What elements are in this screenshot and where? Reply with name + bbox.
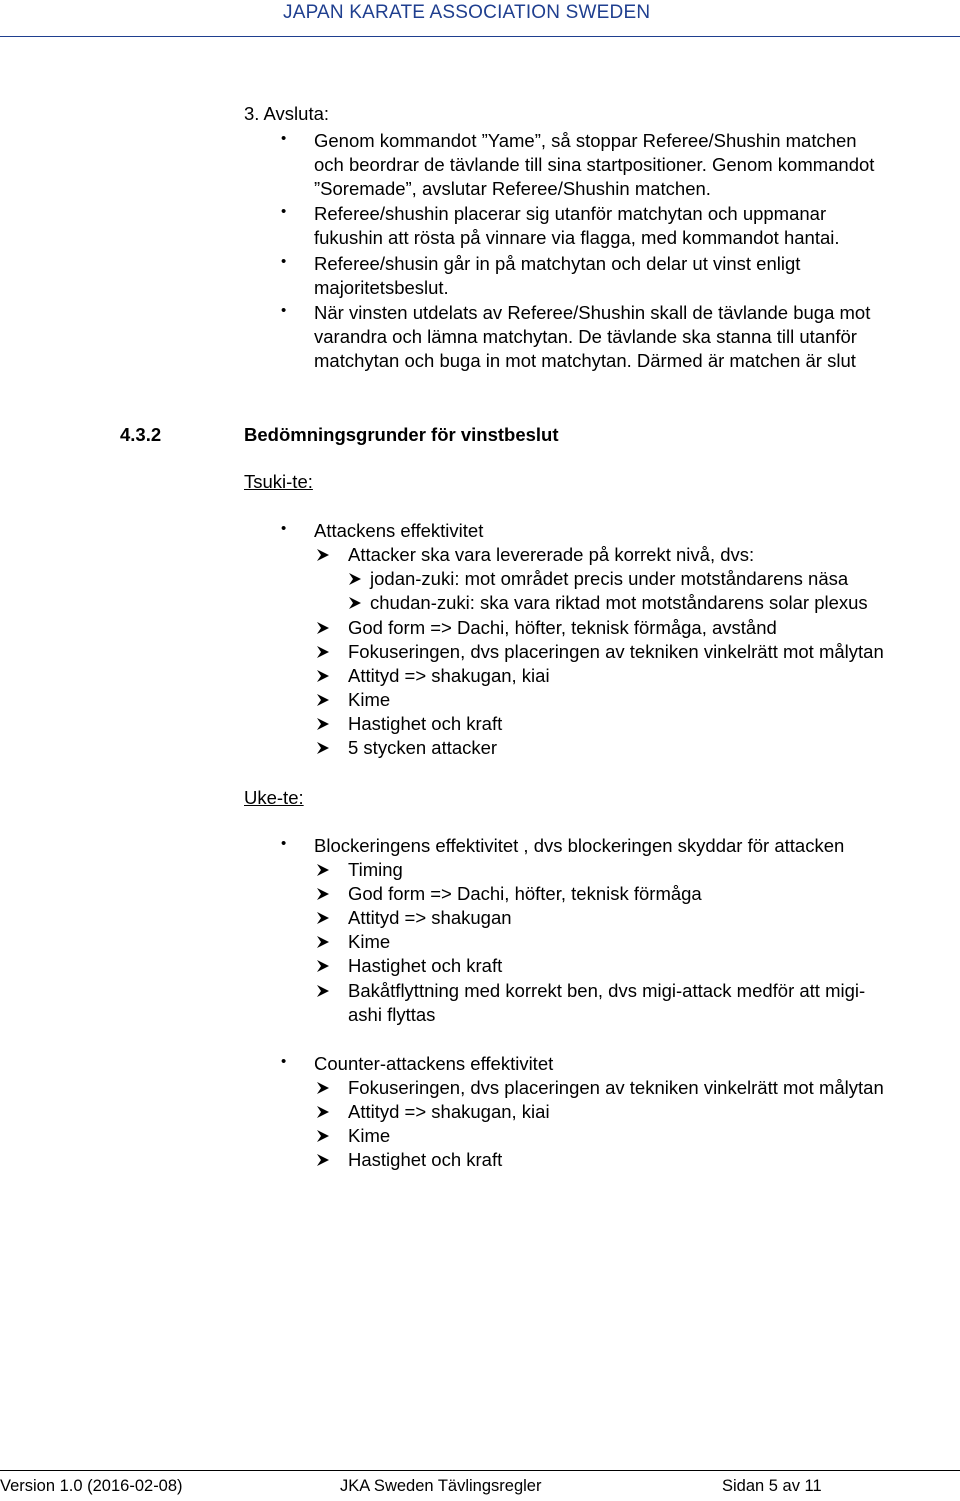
list-item-line: ashi flyttas [348, 1004, 436, 1025]
list-item-line: Attacker ska vara levererade på korrekt nivå, dvs: [348, 544, 755, 565]
arrowhead-bullet-icon [316, 717, 330, 731]
tsuki-te-label: Tsuki-te: [244, 471, 313, 492]
list-item-line: Kime [348, 1125, 391, 1146]
arrowhead-bullet-icon [316, 645, 330, 659]
list-item-line: Timing [348, 859, 403, 880]
arrowhead-bullet-icon [316, 741, 330, 755]
section-number: 4.3.2 [120, 424, 162, 445]
header-divider [0, 36, 960, 37]
list-item-line: jodan-zuki: mot området precis under motståndarens näsa [370, 568, 849, 589]
arrowhead-bullet-icon [316, 621, 330, 635]
arrowhead-bullet-icon [316, 863, 330, 877]
list-item-line: och beordrar de tävlande till sina startpositioner. Genom kommandot [314, 154, 875, 175]
arrowhead-bullet-icon [348, 572, 362, 586]
footer-divider [0, 1470, 960, 1471]
list-item-line: majoritetsbeslut. [314, 277, 449, 298]
list-item-line: ”Soremade”, avslutar Referee/Shushin matchen. [314, 178, 711, 199]
list-item-line: Hastighet och kraft [348, 1149, 503, 1170]
bullet-dot: • [281, 130, 287, 147]
bullet-dot: • [281, 203, 287, 220]
arrowhead-bullet-icon [316, 669, 330, 683]
list-item-line: Attityd => shakugan, kiai [348, 1101, 550, 1122]
uke-te-label: Uke-te: [244, 787, 304, 808]
list-item-line: Kime [348, 689, 391, 710]
list-item-line: Attityd => shakugan [348, 907, 512, 928]
arrowhead-bullet-icon [316, 548, 330, 562]
arrowhead-bullet-icon [316, 935, 330, 949]
arrowhead-bullet-icon [316, 911, 330, 925]
list-item-line: Hastighet och kraft [348, 713, 503, 734]
arrowhead-bullet-icon [348, 596, 362, 610]
list-item-line: Attackens effektivitet [314, 520, 484, 541]
list-item-line: varandra och lämna matchytan. De tävlande ska stanna till utanför [314, 326, 857, 347]
list-item-line: 5 stycken attacker [348, 737, 498, 758]
list-item-line: God form => Dachi, höfter, teknisk förmåga [348, 883, 702, 904]
list-item-line: Fokuseringen, dvs placeringen av tekniken vinkelrätt mot målytan [348, 1077, 884, 1098]
arrowhead-bullet-icon [316, 959, 330, 973]
bullet-dot: • [281, 520, 287, 537]
bullet-dot: • [281, 302, 287, 319]
section-title: Bedömningsgrunder för vinstbeslut [244, 424, 559, 445]
list-item-line: Referee/shusin går in på matchytan och delar ut vinst enligt [314, 253, 801, 274]
list-item-line: Genom kommandot ”Yame”, så stoppar Referee/Shushin matchen [314, 130, 857, 151]
arrowhead-bullet-icon [316, 984, 330, 998]
section-heading: 3. Avsluta: [244, 103, 330, 124]
list-item-line: matchytan och buga in mot matchytan. Därmed är matchen är slut [314, 350, 856, 371]
arrowhead-bullet-icon [316, 693, 330, 707]
bullet-dot: • [281, 1053, 287, 1070]
list-item-line: Fokuseringen, dvs placeringen av tekniken vinkelrätt mot målytan [348, 641, 884, 662]
list-item-line: Bakåtflyttning med korrekt ben, dvs migi-attack medför att migi- [348, 980, 866, 1001]
arrowhead-bullet-icon [316, 1081, 330, 1095]
list-item-line: Attityd => shakugan, kiai [348, 665, 550, 686]
footer-version: Version 1.0 (2016-02-08) [0, 1477, 183, 1495]
list-item-line: Kime [348, 931, 391, 952]
footer-page-number: Sidan 5 av 11 [722, 1477, 822, 1495]
list-item-line: Hastighet och kraft [348, 955, 503, 976]
list-item-line: fukushin att rösta på vinnare via flagga, med kommandot hantai. [314, 227, 840, 248]
page-header-title: JAPAN KARATE ASSOCIATION SWEDEN [283, 2, 651, 23]
list-item-line: chudan-zuki: ska vara riktad mot motståndarens solar plexus [370, 592, 868, 613]
arrowhead-bullet-icon [316, 1129, 330, 1143]
footer-document-title: JKA Sweden Tävlingsregler [340, 1477, 542, 1495]
list-item-line: När vinsten utdelats av Referee/Shushin skall de tävlande buga mot [314, 302, 871, 323]
arrowhead-bullet-icon [316, 1105, 330, 1119]
bullet-dot: • [281, 253, 287, 270]
list-item-line: Blockeringens effektivitet , dvs blockeringen skyddar för attacken [314, 835, 845, 856]
arrowhead-bullet-icon [316, 887, 330, 901]
bullet-dot: • [281, 835, 287, 852]
list-item-line: Referee/shushin placerar sig utanför matchytan och uppmanar [314, 203, 827, 224]
arrowhead-bullet-icon [316, 1153, 330, 1167]
list-item-line: God form => Dachi, höfter, teknisk förmåga, avstånd [348, 617, 777, 638]
list-item-line: Counter-attackens effektivitet [314, 1053, 554, 1074]
